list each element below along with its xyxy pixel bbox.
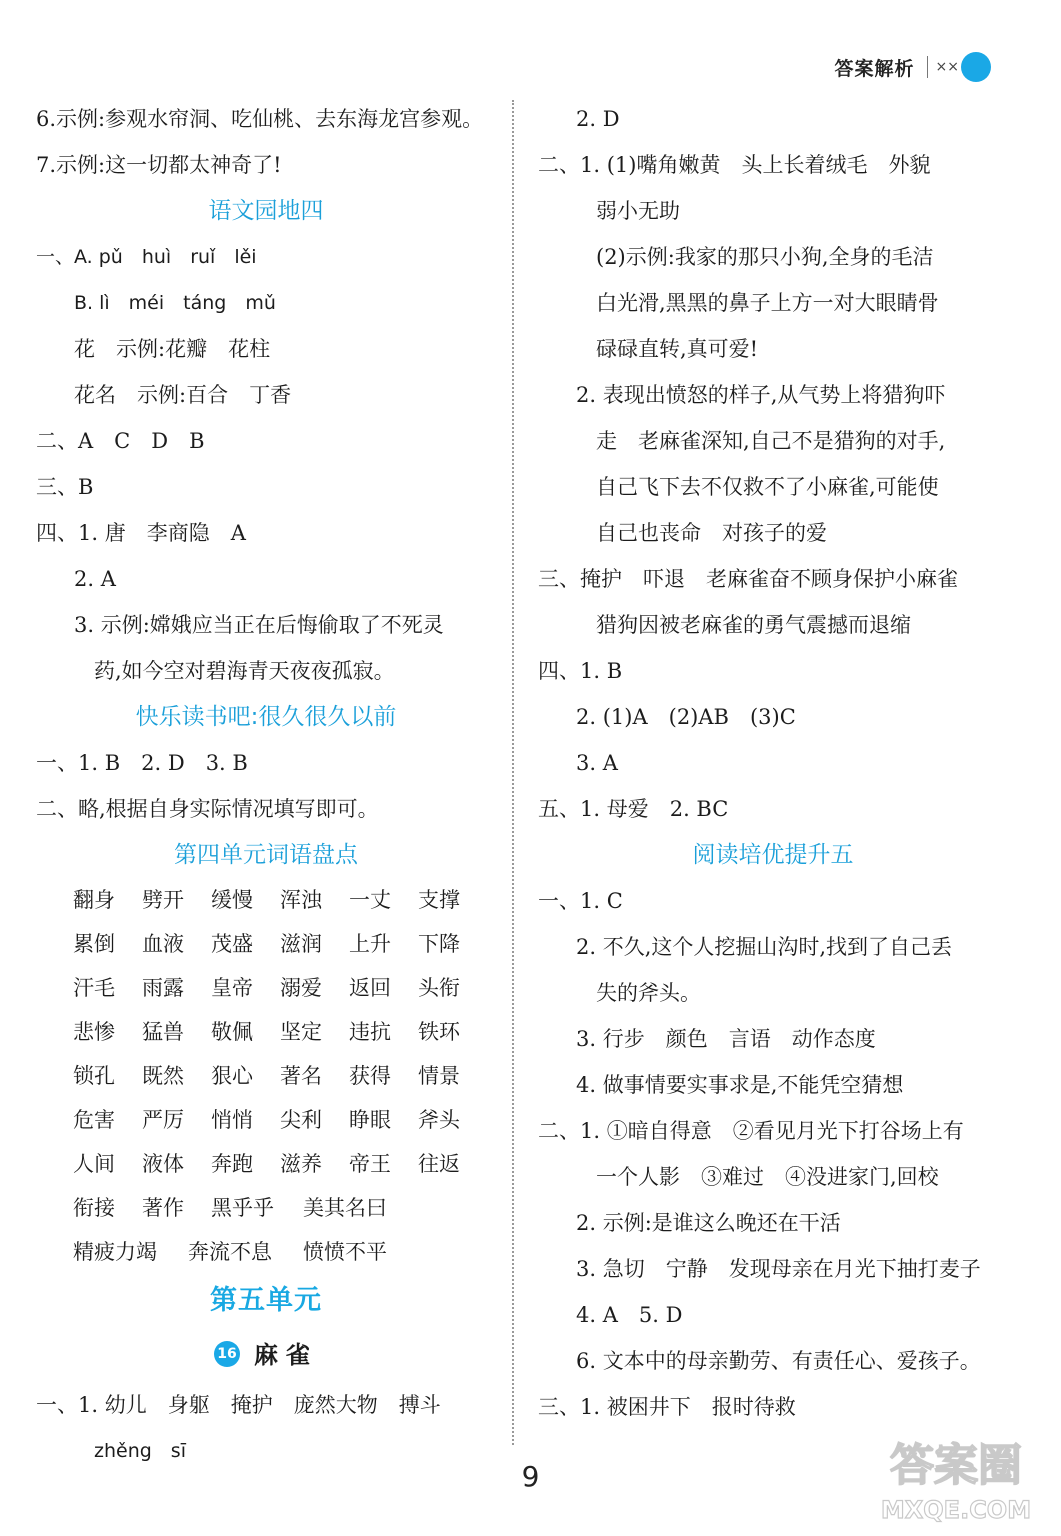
answer-line: 6. 文本中的母亲勤劳、有责任心、爱孩子。 (576, 1349, 981, 1373)
answer-line: 四、1. B (538, 659, 623, 683)
answer-line: 一、1. C (538, 889, 623, 913)
answer-line: 二、略,根据自身实际情况填写即可。 (36, 797, 379, 821)
word: 猛兽 (142, 1020, 184, 1044)
answer-line: 3. 急切 宁静 发现母亲在月光下抽打麦子 (576, 1257, 981, 1281)
answer-line: 4. A 5. D (576, 1303, 683, 1327)
word: 斧头 (418, 1108, 460, 1132)
answer-line: 2. 不久,这个人挖掘山沟时,找到了自己丢 (576, 935, 953, 959)
word: 汗毛 (73, 976, 115, 1000)
word: 精疲力竭 (73, 1240, 157, 1264)
word: 滋润 (280, 932, 322, 956)
answer-line: 三、B (36, 475, 94, 499)
word: 一丈 (349, 888, 391, 912)
word: 奔跑 (211, 1152, 253, 1176)
word: 敬佩 (211, 1020, 253, 1044)
lesson-title (36, 1328, 496, 1382)
page-number: 9 (521, 1460, 540, 1493)
answer-line: 2. (1)A (2)AB (3)C (576, 705, 796, 729)
word: 违抗 (349, 1020, 391, 1044)
answer-line: 三、1. 被困井下 报时待救 (538, 1395, 796, 1419)
answer-line: 4. 做事情要实事求是,不能凭空猜想 (576, 1073, 904, 1097)
word: 既然 (142, 1064, 184, 1088)
word: 支撑 (418, 888, 460, 912)
answer-line: 6.示例:参观水帘洞、吃仙桃、去东海龙宫参观。 (36, 107, 484, 131)
word: 返回 (349, 976, 391, 1000)
right-column (538, 96, 1008, 1430)
word: 睁眼 (349, 1108, 391, 1132)
section-heading: 第四单元词语盘点 (174, 842, 358, 868)
word-row (36, 1098, 496, 1142)
word: 黑乎乎 (211, 1196, 274, 1220)
word: 缓慢 (211, 888, 253, 912)
word: 悲惨 (73, 1020, 115, 1044)
left-column (36, 96, 496, 1474)
answer-line: 3. 示例:嫦娥应当正在后悔偷取了不死灵 (74, 613, 444, 637)
word: 浑浊 (280, 888, 322, 912)
word: 情景 (418, 1064, 460, 1088)
answer-line: 2. 示例:是谁这么晚还在干活 (576, 1211, 841, 1235)
answer-line: 三、掩护 吓退 老麻雀奋不顾身保护小麻雀 (538, 567, 958, 591)
word: 愤愤不平 (303, 1240, 387, 1264)
answer-line: 2. D (576, 107, 620, 131)
word: 人间 (73, 1152, 115, 1176)
word-row (36, 1054, 496, 1098)
answer-line: 四、1. 唐 李商隐 A (36, 521, 246, 545)
watermark-url: MXQE.COM (880, 1496, 1032, 1524)
word: 美其名曰 (303, 1196, 387, 1220)
word-row (36, 966, 496, 1010)
watermark-text: 答案圈 (890, 1440, 1022, 1491)
word: 溺爱 (280, 976, 322, 1000)
word: 下降 (418, 932, 460, 956)
unit-title: 第五单元 (210, 1285, 322, 1316)
word: 上升 (349, 932, 391, 956)
answer-line: B. lì méi táng mǔ (74, 292, 276, 314)
word: 液体 (142, 1152, 184, 1176)
word: 严厉 (142, 1108, 184, 1132)
word: 著名 (280, 1064, 322, 1088)
word-row (36, 1186, 496, 1230)
word: 危害 (73, 1108, 115, 1132)
word: 往返 (418, 1152, 460, 1176)
word: 获得 (349, 1064, 391, 1088)
word: 劈开 (142, 888, 184, 912)
answer-line: 走 老麻雀深知,自己不是猎狗的对手, (596, 429, 946, 453)
word-row (36, 1010, 496, 1054)
word: 锁孔 (73, 1064, 115, 1088)
answer-line: 药,如今空对碧海青天夜夜孤寂。 (94, 659, 395, 683)
word: 狠心 (211, 1064, 253, 1088)
word: 尖利 (280, 1108, 322, 1132)
word: 帝王 (349, 1152, 391, 1176)
word: 头衔 (418, 976, 460, 1000)
header-title: 答案解析 (834, 57, 915, 80)
watermark-logo (868, 1428, 1043, 1528)
header-dots: ×× (935, 59, 959, 75)
word: 著作 (142, 1196, 184, 1220)
section-heading: 语文园地四 (208, 198, 324, 224)
answer-line: 花名 示例:百合 丁香 (74, 383, 292, 407)
lesson-name: 麻雀 (254, 1341, 318, 1369)
answer-line: 一、A. pǔ huì ruǐ lěi (36, 246, 257, 268)
section-heading: 阅读培优提升五 (692, 842, 854, 868)
word: 雨露 (142, 976, 184, 1000)
answer-line: 弱小无助 (596, 199, 680, 223)
answer-line: 自己飞下去不仅救不了小麻雀,可能使 (596, 475, 939, 499)
word: 铁环 (418, 1020, 460, 1044)
header-separator (927, 56, 928, 78)
answer-line: 失的斧头。 (596, 981, 701, 1005)
answer-line: 一、1. B 2. D 3. B (36, 751, 248, 775)
word-row (36, 1142, 496, 1186)
answer-line: 3. 行步 颜色 言语 动作态度 (576, 1027, 876, 1051)
section-heading: 快乐读书吧:很久很久以前 (135, 704, 397, 730)
word: 皇帝 (211, 976, 253, 1000)
answer-line: zhěng sī (94, 1440, 186, 1462)
answer-line: 3. A (576, 751, 618, 775)
word: 坚定 (280, 1020, 322, 1044)
word-row (36, 878, 496, 922)
word: 血液 (142, 932, 184, 956)
answer-line: 2. 表现出愤怒的样子,从气势上将猎狗吓 (576, 383, 946, 407)
answer-line: 二、A C D B (36, 429, 205, 453)
page-header (835, 52, 991, 82)
word: 奔流不息 (188, 1240, 272, 1264)
answer-line: 7.示例:这一切都太神奇了! (36, 153, 282, 177)
column-divider (512, 100, 514, 1445)
lesson-number-badge: 16 (214, 1341, 240, 1367)
answer-line: 碌碌直转,真可爱! (596, 337, 759, 361)
answer-line: 二、1. ①暗自得意 ②看见月光下打谷场上有 (538, 1119, 964, 1143)
word: 茂盛 (211, 932, 253, 956)
answer-line: (2)示例:我家的那只小狗,全身的毛洁 (596, 245, 934, 269)
word-row (36, 922, 496, 966)
word: 累倒 (73, 932, 115, 956)
word-row (36, 1230, 496, 1274)
answer-line: 自己也丧命 对孩子的爱 (596, 521, 827, 545)
word: 衔接 (73, 1196, 115, 1220)
answer-line: 五、1. 母爱 2. BC (538, 797, 729, 821)
answer-line: 2. A (74, 567, 116, 591)
answer-line: 一、1. 幼儿 身躯 掩护 庞然大物 搏斗 (36, 1393, 441, 1417)
word: 翻身 (73, 888, 115, 912)
word: 悄悄 (211, 1108, 253, 1132)
answer-line: 二、1. (1)嘴角嫩黄 头上长着绒毛 外貌 (538, 153, 931, 177)
header-circle-icon (961, 52, 991, 82)
answer-line: 猎狗因被老麻雀的勇气震撼而退缩 (596, 613, 911, 637)
word: 滋养 (280, 1152, 322, 1176)
answer-line: 一个人影 ③难过 ④没进家门,回校 (596, 1165, 939, 1189)
answer-line: 花 示例:花瓣 花柱 (74, 337, 271, 361)
answer-line: 白光滑,黑黑的鼻子上方一对大眼睛骨 (596, 291, 939, 315)
